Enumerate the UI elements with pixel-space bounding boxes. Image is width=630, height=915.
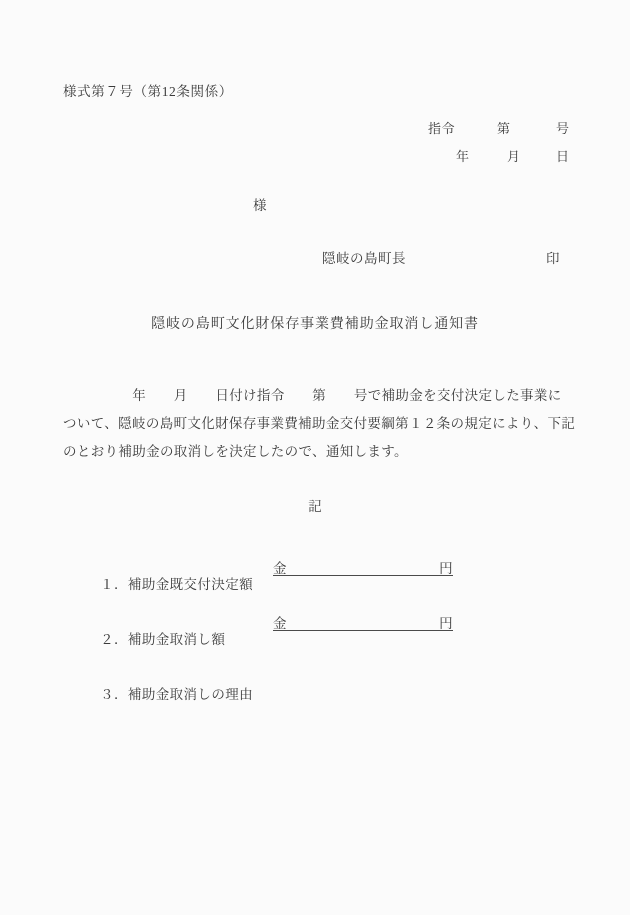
body-line-2: ついて、隠岐の島町文化財保存事業費補助金交付要綱第１２条の規定により、下記 (63, 416, 576, 431)
en-kanji: 円 (439, 616, 453, 631)
body-paragraph (63, 382, 576, 466)
recipient-honorific: 様 (253, 198, 267, 213)
body-line-1: 年 月 日付け指令 第 号で補助金を交付決定した事業に (63, 388, 562, 403)
month-label: 月 (507, 149, 521, 164)
page-title: 隠岐の島町文化財保存事業費補助金取消し通知書 (151, 317, 479, 332)
day-label: 日 (556, 149, 570, 164)
item-number: ３． (100, 687, 128, 702)
amount-blank[interactable] (273, 557, 453, 576)
body-line-3: のとおり補助金の取消しを決定したので、通知します。 (63, 444, 408, 459)
en-kanji: 円 (439, 561, 453, 576)
issuer-name: 隠岐の島町長 (322, 251, 406, 266)
yen-kanji: 金 (273, 616, 287, 631)
yen-kanji: 金 (273, 561, 287, 576)
number-suffix: 号 (556, 121, 570, 136)
item-number: ２． (100, 632, 128, 647)
number-prefix: 第 (497, 121, 511, 136)
directive-label: 指令 (428, 121, 456, 136)
year-label: 年 (456, 149, 470, 164)
amount-blank[interactable] (273, 612, 453, 631)
item-label: 補助金取消し額 (127, 632, 226, 647)
form-number: 様式第７号（第12条関係） (63, 84, 233, 99)
list-item (85, 667, 253, 719)
item-number: １． (100, 577, 128, 592)
seal-mark: 印 (546, 251, 560, 266)
item-label: 補助金既交付決定額 (127, 577, 254, 592)
record-marker: 記 (308, 499, 322, 514)
item-label: 補助金取消しの理由 (127, 687, 254, 702)
